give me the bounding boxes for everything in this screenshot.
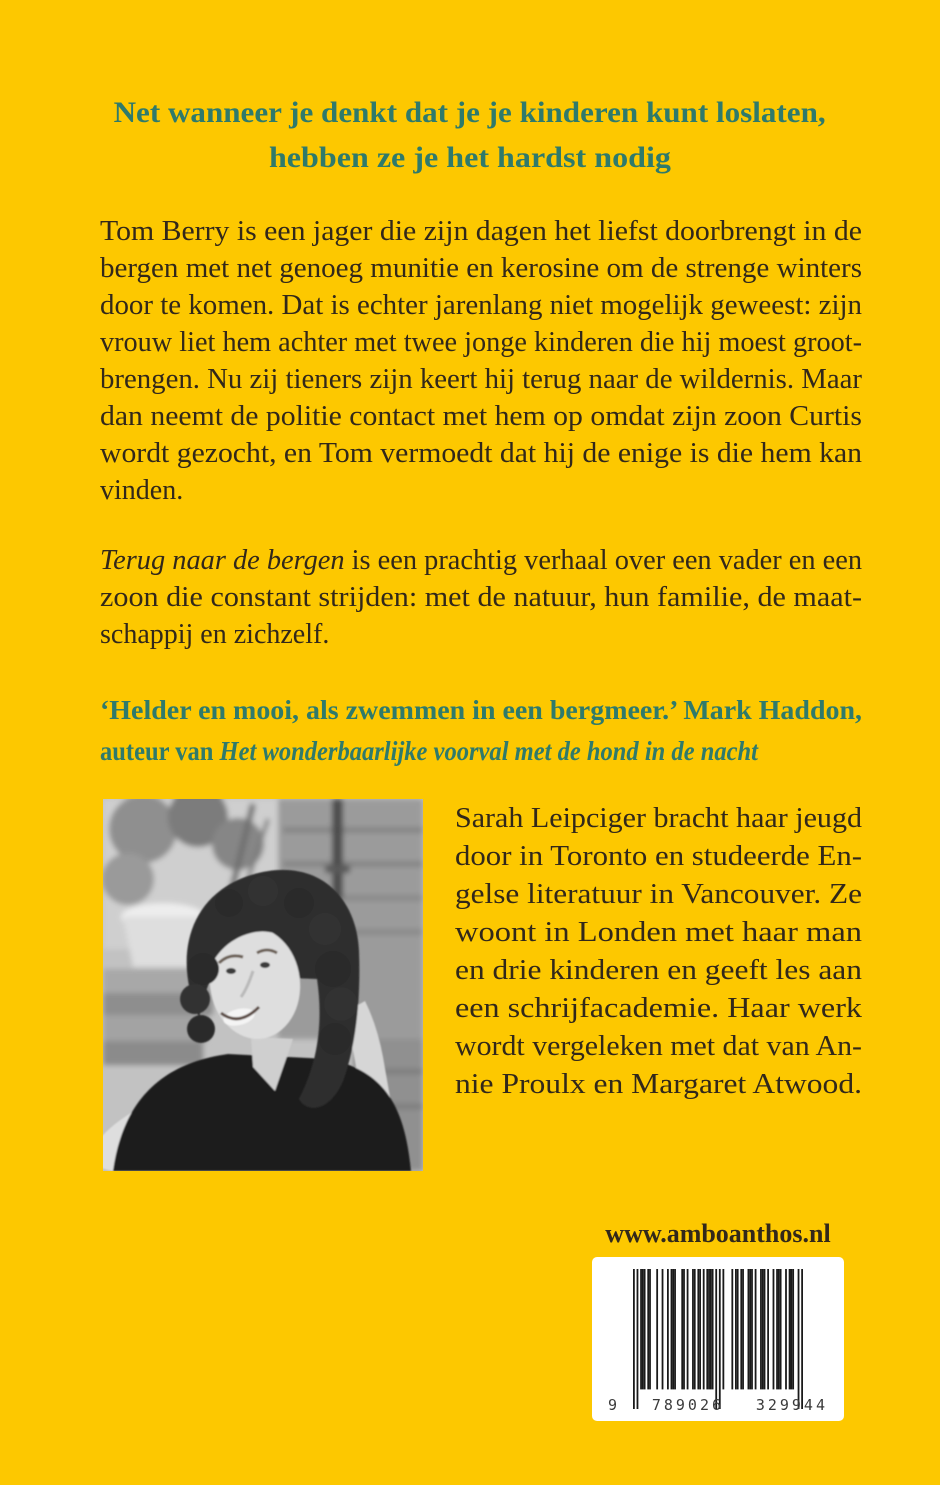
bio-line: en drie kinderen en geeft les aan: [455, 955, 863, 986]
author-photo: [103, 799, 423, 1171]
barcode: [592, 1257, 844, 1421]
quoted-book-title-italic: Het wonderbaarlijke voorval met de hond in de nacht: [219, 736, 758, 766]
headline-line-1: Net wanneer je denkt dat je je kinderen kunt loslaten,: [113, 96, 827, 129]
synopsis-line: brengen. Nu zij tieners zijn keert hij terug naar de wildernis. Maar: [100, 364, 862, 395]
synopsis-line: vrouw liet hem achter met twee jonge kinderen die hij moest groot-: [100, 327, 863, 358]
isbn-group-2: 329944: [755, 1396, 828, 1414]
bio-line: gelse literatuur in Vancouver. Ze: [455, 879, 862, 910]
synopsis-paragraph: [100, 213, 862, 509]
about-line-3: schappij en zichzelf.: [100, 619, 330, 650]
isbn-number: [608, 1396, 828, 1414]
publisher-website: www.amboanthos.nl: [605, 1219, 831, 1248]
synopsis-line: bergen met net genoeg munitie en kerosine om de strenge winters: [100, 253, 863, 284]
barcode-bars: [633, 1269, 803, 1409]
synopsis-line: Tom Berry is een jager die zijn dagen het liefst doorbrengt in de: [100, 216, 862, 247]
quote-line-1: ‘Helder en mooi, als zwemmen in een bergmeer.’ Mark Haddon,: [100, 695, 863, 725]
bio-line: Sarah Leipciger bracht haar jeugd: [455, 803, 862, 834]
isbn-check-digit: 9: [608, 1396, 621, 1414]
author-bio: [455, 800, 862, 1104]
synopsis-line-last: vinden.: [100, 475, 184, 506]
quote-line-2-prefix: auteur van: [100, 736, 220, 766]
book-title-italic: Terug naar de bergen: [100, 545, 345, 576]
review-quote: [100, 690, 862, 772]
synopsis-line: door te komen. Dat is echter jarenlang niet mogelijk geweest: zijn: [100, 290, 863, 321]
bio-line: nie Proulx en Margaret Atwood.: [455, 1069, 862, 1100]
isbn-group-1: 789026: [651, 1396, 725, 1414]
bio-line: wordt vergeleken met dat van An-: [455, 1031, 863, 1062]
about-line-1: [100, 542, 862, 579]
about-line-1-rest: is een prachtig verhaal over een vader en een: [344, 545, 863, 576]
cover-headline: [0, 90, 940, 180]
quote-line-2: [100, 731, 758, 772]
bio-line: door in Toronto en studeerde En-: [455, 841, 862, 872]
bio-line: een schrijfacademie. Haar werk: [455, 993, 863, 1024]
headline-line-2: hebben ze je het hardst nodig: [269, 141, 671, 174]
about-line-2: zoon die constant strijden: met de natuur, hun familie, de maat-: [100, 582, 863, 613]
about-book-paragraph: [100, 542, 862, 653]
bio-line: woont in Londen met haar man: [455, 917, 863, 948]
synopsis-line: dan neemt de politie contact met hem op omdat zijn zoon Curtis: [100, 401, 863, 432]
synopsis-line: wordt gezocht, en Tom vermoedt dat hij de enige is die hem kan: [100, 438, 863, 469]
